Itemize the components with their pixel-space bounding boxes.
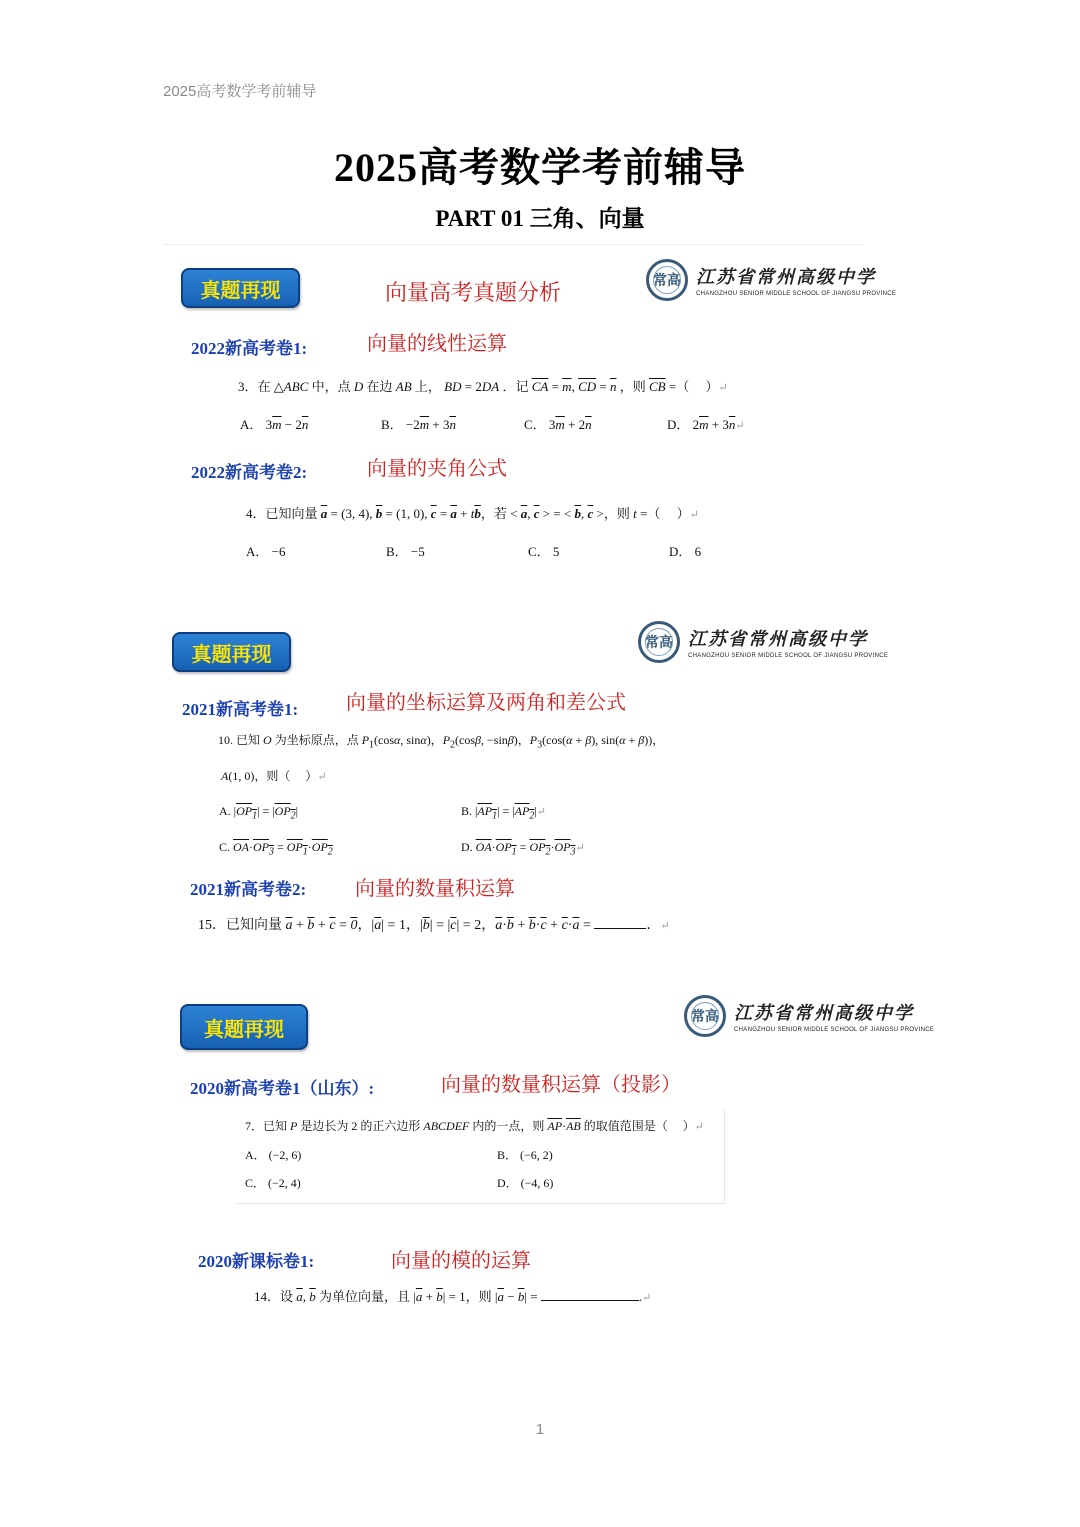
school-logo [684, 991, 934, 1041]
topic-heading: 向量的模的运算 [391, 1248, 531, 1272]
exam-label: 2022新高考卷2: [191, 463, 308, 482]
exam-label: 2021新高考卷1: [182, 700, 299, 719]
question-4-option-a: A． −6 [246, 544, 286, 559]
question-10-option-b: B. $|AP_1|$ = $|AP_2|↵$ [461, 804, 546, 822]
school-name-en: CHANGZHOU SENIOR MIDDLE SCHOOL OF JIANGSU PROVINCE [688, 653, 889, 659]
school-name-en: CHANGZHOU SENIOR MIDDLE SCHOOL OF JIANGSU PROVINCE [696, 291, 897, 297]
page-number: 1 [535, 1421, 545, 1438]
running-header: 2025高考数学考前辅导 [163, 83, 317, 100]
question-4-stem: 4．已知向量 $\overline{a} = (3$, 4), $\overline{b} = (1$, 0), $\overline{c} = \overline{a} + t\overline{b}$，若 < $\overline{a}$, $\overline{c}$ > = < $\overline{b}$, $\overline{c}$ >，则 t =（ ）↵ [246, 506, 699, 521]
exam-label: 2020新课标卷1: [198, 1252, 315, 1271]
exam-label: 2022新高考卷1: [191, 339, 308, 358]
document-subtitle: PART 01 三角、向量 [435, 206, 645, 231]
school-name-cn: 江苏省常州高级中学 [734, 1003, 914, 1024]
school-name-cn: 江苏省常州高级中学 [696, 267, 876, 288]
question-7-option-d: D． (−4, 6) [497, 1176, 554, 1190]
question-3-stem: 3．在 △ABC 中，点 D 在边 AB 上， BD = 2DA ．记 $\overline{CA} = \overline{m}$, $\overline{CD} = \overline{n}$ ，则 $\overline{CB}$ =（ ）↵ [238, 379, 728, 394]
question-3-option-d: D． $2\overline{m}$ + $3\overline{n}↵$ [667, 417, 745, 432]
school-emblem-icon: 常高 [638, 621, 680, 663]
question-15-stem: 15．已知向量 $\overline{a} + \overline{b} + \overline{c} = 0$，$|\overline{a}| = 1$，$|\overline{b}| = |\overline{c}| = 2$，$\overline{a}\cdot\overline{b} + \overline{b}\cdot\overline{c} + \overline{c}\cdot\overline{a}$ = ．↵ [198, 918, 670, 933]
school-name-en: CHANGZHOU SENIOR MIDDLE SCHOOL OF JIANGSU PROVINCE [734, 1027, 935, 1033]
question-4-option-c: C． 5 [528, 544, 560, 559]
section-heading: 向量高考真题分析 [385, 281, 562, 306]
question-14-stem: 14．设 $\overline{a}$, $\overline{b}$ 为单位向量，且 $|\overline{a} + \overline{b}| = 1$，则 $|\overline{a} - \overline{b}|$ = .↵ [254, 1289, 652, 1304]
topic-heading: 向量的数量积运算（投影） [441, 1072, 681, 1096]
question-7-option-a: A． (−2, 6) [245, 1148, 302, 1162]
question-4-option-b: B． −5 [386, 544, 425, 559]
question-3-option-b: B． $-2\overline{m} + 3\overline{n}$ [381, 417, 456, 432]
question-10-stem-cont: A(1, 0)，则（ ）↵ [221, 769, 327, 783]
section-badge: 真题再现 [172, 632, 291, 672]
question-4-option-d: D． 6 [669, 544, 702, 559]
question-3-option-a: A． $3\overline{m} - 2\overline{n}$ [240, 417, 309, 432]
section-badge: 真题再现 [181, 268, 300, 308]
school-logo [638, 617, 888, 667]
title-divider [163, 244, 863, 245]
topic-heading: 向量的线性运算 [367, 331, 507, 355]
question-7-stem: 7．已知 P 是边长为 2 的正六边形 ABCDEF 内的一点，则 $\overline{AP}\cdot\overline{AB}$ 的取值范围是（ ）↵ [245, 1119, 704, 1133]
question-3-option-c: C． $3\overline{m} + 2\overline{n}$ [524, 417, 592, 432]
topic-heading: 向量的数量积运算 [355, 876, 515, 900]
question-10-option-d: D. $\overline{OA}\cdot OP_1$ = $OP_2\cdot OP_3↵$ [461, 840, 585, 858]
school-emblem-icon: 常高 [684, 995, 726, 1037]
topic-heading: 向量的夹角公式 [367, 456, 507, 480]
school-logo [646, 255, 896, 305]
question-7-option-c: C． (−2, 4) [245, 1176, 301, 1190]
section-badge: 真题再现 [180, 1004, 308, 1050]
school-emblem-icon: 常高 [646, 259, 688, 301]
exam-label: 2021新高考卷2: [190, 880, 307, 899]
question-10-option-a: A. $|OP_1| = |OP_2|$ [219, 804, 299, 822]
school-name-cn: 江苏省常州高级中学 [688, 629, 868, 650]
question-10-stem: 10. 已知 O 为坐标原点，点 $P_1(\cos\alpha$, sinα)，$P_2(\cos\beta$, −sinβ)，$P_3(\cos(\alpha + \beta)$, sin(α + β))， [218, 733, 665, 751]
question-10-option-c: C. $\overline{OA}\cdot OP_3 = OP_1\cdot OP_2$ [219, 840, 333, 858]
exam-label: 2020新高考卷1（山东）: [190, 1079, 375, 1098]
topic-heading: 向量的坐标运算及两角和差公式 [346, 690, 626, 714]
question-7-option-b: B． (−6, 2) [497, 1148, 553, 1162]
document-title: 2025高考数学考前辅导 [334, 145, 746, 190]
